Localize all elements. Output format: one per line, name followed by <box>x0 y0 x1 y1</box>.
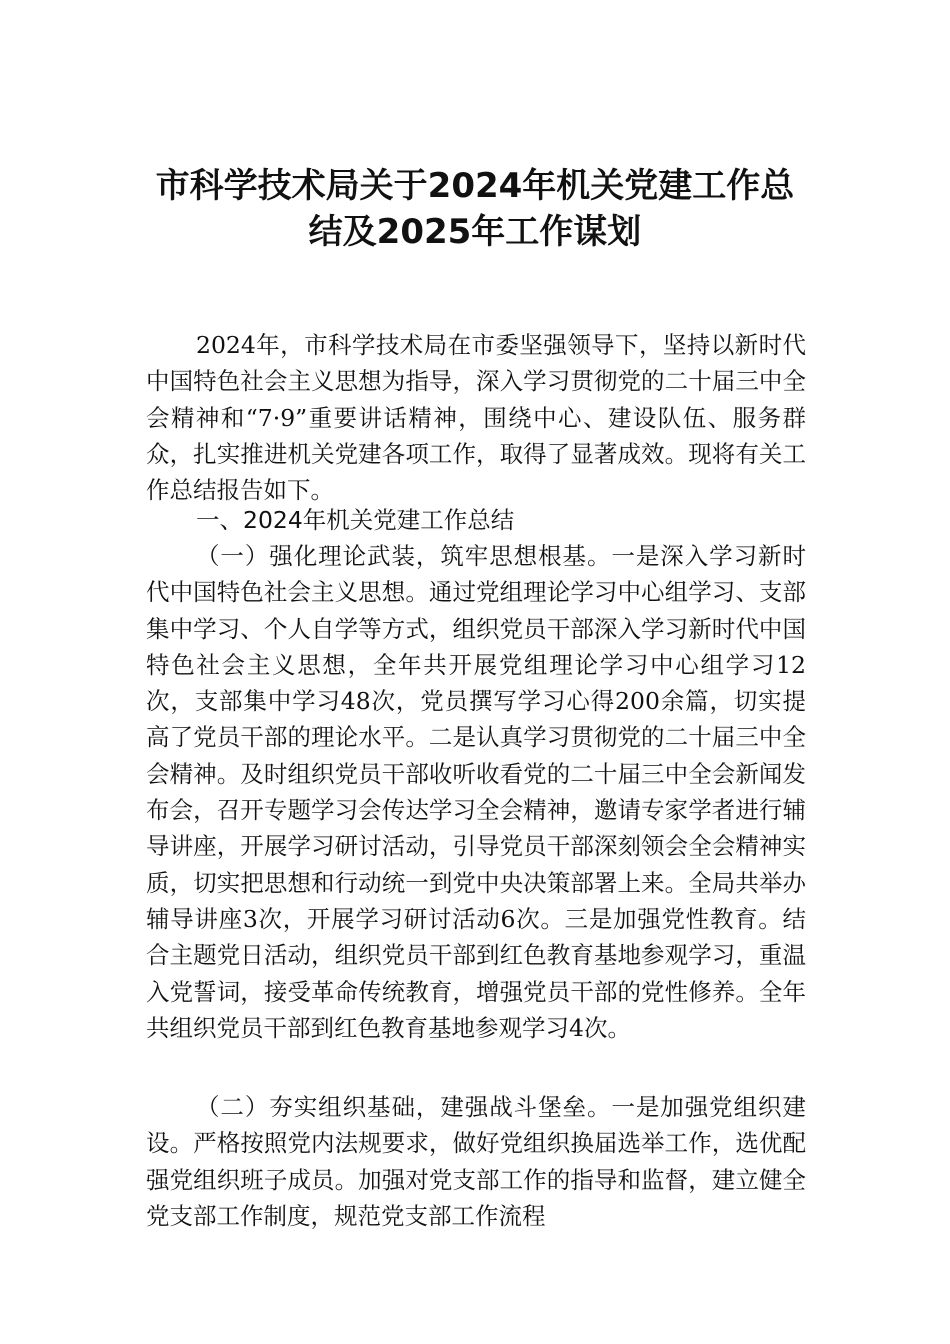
subsection-1-paragraph <box>146 538 806 1046</box>
subsection-1-lead: （一）强化理论武装，筑牢思想根基。 <box>196 542 612 570</box>
subsection-1-body: 一是深入学习新时代中国特色社会主义思想。通过党组理论学习中心组学习、支部集中学习、个人自学等方式，组织党员干部深入学习新时代中国特色社会主义思想，全年共开展党组理论学习中心组学习12次，支部集中学习48次，党员撰写学习心得200余篇，切实提高了党员干部的理论水平。二是认真学习贯彻党的二十届三中全会精神。及时组织党员干部收听收看党的二十届三中全会新闻发布会，召开专题学习会传达学习全会精神，邀请专家学者进行辅导讲座，开展学习研讨活动，引导党员干部深刻领会全会精神实质，切实把思想和行动统一到党中央决策部署上来。全局共举办辅导讲座3次，开展学习研讨活动6次。三是加强党性教育。结合主题党日活动，组织党员干部到红色教育基地参观学习，重温入党誓词，接受革命传统教育，增强党员干部的党性修养。全年共组织党员干部到红色教育基地参观学习4次。 <box>146 542 806 1042</box>
subsection-2-lead: （二）夯实组织基础，建强战斗堡垒。 <box>196 1093 612 1121</box>
subsection-2-paragraph <box>146 1089 806 1234</box>
intro-paragraph: 2024年，市科学技术局在市委坚强领导下，坚持以新时代中国特色社会主义思想为指导，深入学习贯彻党的二十届三中全会精神和“7·9”重要讲话精神，围绕中心、建设队伍、服务群众，扎实推进机关党建各项工作，取得了显著成效。现将有关工作总结报告如下。 <box>146 331 806 505</box>
subsection-2-body: 一是加强党组织建设。严格按照党内法规要求，做好党组织换届选举工作，选优配强党组织班子成员。加强对党支部工作的指导和监督，建立健全党支部工作制度，规范党支部工作流程 <box>146 1093 806 1230</box>
document-title-line-1: 市科学技术局关于2024年机关党建工作总 <box>155 166 795 206</box>
section-1-heading: 一、2024年机关党建工作总结 <box>196 506 515 534</box>
document-title-line-2: 结及2025年工作谋划 <box>308 212 642 252</box>
